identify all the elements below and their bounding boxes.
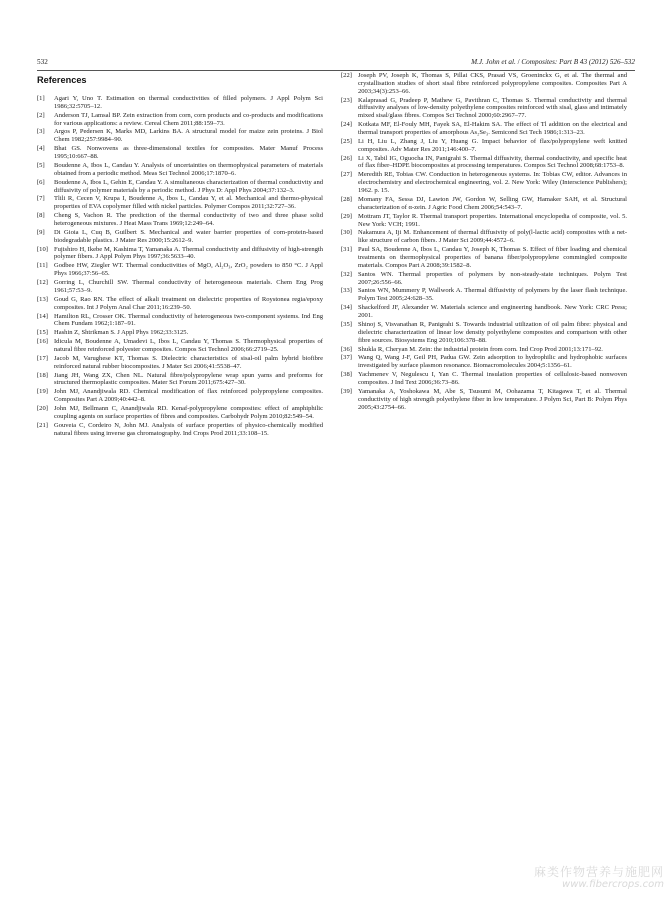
reference-item <box>37 112 323 128</box>
reference-item <box>37 162 323 178</box>
reference-number: [4] <box>37 145 45 153</box>
reference-item <box>341 72 627 96</box>
reference-number: [32] <box>341 270 352 278</box>
reference-text: Bhat GS. Nonwovens as three-dimensional textiles for composites. Mater Manuf Process 1995;10:667–88. <box>54 145 323 161</box>
reference-text: Jacob M, Varughese KT, Thomas S. Dielectric characteristics of sisal-oil palm hybrid biofibre reinforced natural rubber biocomposites. J Mater Sci 2006;41:5538–47. <box>54 354 323 370</box>
reference-text: Yachmenev V, Negulescu I, Yan C. Thermal insulation properties of cellulosic-based nonwoven composites. J Ind Text 2006;36:73–86. <box>358 371 627 386</box>
reference-item <box>37 279 323 295</box>
reference-item <box>37 262 323 278</box>
reference-text: Goud G, Rao RN. The effect of alkali treatment on dielectric properties of Roystonea regia/epoxy composites. Int J Polym Anal Char 2011;16:239–50. <box>54 295 323 311</box>
references-column-left <box>37 95 323 439</box>
reference-item <box>341 304 627 320</box>
reference-text: Santos WN. Thermal properties of polymers by non-steady-state techniques. Polym Test 2007;26:556–66. <box>358 270 627 286</box>
reference-text: Anderson TJ, Lamsal BP. Zein extraction from corn, corn products and co-products and modifications for various applications: a review. Cereal Chem 2011;88:159–73. <box>54 111 323 127</box>
section-heading: References <box>37 75 87 85</box>
reference-item <box>37 212 323 228</box>
reference-number: [38] <box>341 371 352 379</box>
reference-number: [21] <box>37 421 48 429</box>
reference-number: [25] <box>341 137 352 145</box>
reference-number: [12] <box>37 279 48 287</box>
reference-item <box>341 354 627 370</box>
reference-number: [19] <box>37 388 48 396</box>
reference-item <box>341 271 627 287</box>
journal-authors: M.J. John et al. <box>471 58 516 66</box>
reference-item <box>341 371 627 387</box>
reference-text: Fujishiro H, Ikebe M, Kashima T, Yamanaka A. Thermal conductivity and diffusivity of high-strength polymer fibers. J Appl Polym Phys 1997;36:5633–40. <box>54 245 323 261</box>
reference-number: [14] <box>37 312 48 320</box>
reference-item <box>341 246 627 270</box>
reference-item <box>37 388 323 404</box>
journal-citation <box>471 56 635 68</box>
reference-text: Agari Y, Uno T. Estimation on thermal conductivities of filled polymers. J Appl Polym Sci 1986;32:5705–12. <box>54 95 323 110</box>
reference-text: Mottram JT, Taylor R. Thermal transport properties. International encyclopedia of composite, vol. 5. New York: VCH; 1991. <box>358 212 627 228</box>
reference-item <box>341 155 627 171</box>
running-header <box>37 56 635 68</box>
reference-number: [17] <box>37 354 48 362</box>
reference-text: John MJ, Anandjiwala RD. Chemical modification of flax reinforced polypropylene composites. Composites Part A 2009;40:442–8. <box>54 388 323 404</box>
reference-text: Hashin Z, Shtrikman S. J Appl Phys 1962;33:3125. <box>54 329 189 337</box>
reference-item <box>37 229 323 245</box>
reference-item <box>341 138 627 154</box>
reference-number: [39] <box>341 387 352 395</box>
reference-item <box>341 229 627 245</box>
reference-text: Nakamura A, Iji M. Enhancement of thermal diffusivity of poly(l-lactic acid) composites with a net-like structure of carbon fibers. J Mater Sci 2009;44:4572–6. <box>358 229 627 245</box>
reference-item <box>37 329 323 337</box>
reference-number: [28] <box>341 195 352 203</box>
reference-number: [16] <box>37 338 48 346</box>
reference-text: Santos WN, Mummery P, Wallwork A. Thermal diffusivity of polymers by the laser flash technique. Polym Test 2005;24:628–35. <box>358 287 627 303</box>
reference-item <box>37 195 323 211</box>
reference-number: [37] <box>341 354 352 362</box>
reference-text: Li H, Liu L, Zhang J, Liu Y, Huang G. Impact behavior of flax/polypropylene weft knitted composites. Adv Mater Res 2011;146:400–7. <box>358 137 627 153</box>
reference-item <box>341 346 627 354</box>
reference-text: Boudenne A, Ibos L, Candau Y. Analysis of uncertainties on thermophysical parameters of materials obtained from a periodic method. Meas Sci Technol 2006;17:1870–6. <box>54 161 323 177</box>
reference-text: Shukla R, Cheryan M. Zein: the industrial protein from corn. Ind Crop Prod 2001;13:171–92. <box>358 345 603 353</box>
reference-item <box>37 338 323 354</box>
reference-number: [7] <box>37 195 45 203</box>
reference-text: Paul SA, Boudenne A, Ibos L, Candau Y, Joseph K, Thomas S. Effect of fiber loading and chemical treatments on thermophysical properties of banana fiber/polypropylene commingled composite materials. Compos Part A 2008;39:1582–8. <box>358 246 627 269</box>
reference-text: Tlili R, Cecen V, Krupa I, Boudenne A, Ibos L, Candau Y, et al. Mechanical and thermo-physical properties of EVA copolymer filled with nickel particles. Polymer Compos 2011;32:727–36. <box>54 195 323 211</box>
reference-text: Hamilton RL, Crosser OK. Thermal conductivity of heterogeneous two-component systems. Ind Eng Chem Fundam 1962;1:187–91. <box>54 312 323 328</box>
reference-number: [9] <box>37 228 45 236</box>
reference-number: [20] <box>37 405 48 413</box>
reference-number: [22] <box>341 72 352 79</box>
reference-text: Gouveia C, Cordeiro N, John MJ. Analysis of surface properties of physico-chemically modified natural fibres using inverse gas chromatography. Ind Crops Prod 2011;33:108–15. <box>54 421 323 437</box>
reference-text: Shinoj S, Visvanathan R, Panigrahi S. Towards industrial utilization of oil palm fibre: physical and dielectric characterization of linear low density polyethylene composites and comparison with other fibre sources. Biosystems Eng 2010;106:378–88. <box>358 320 627 344</box>
reference-number: [10] <box>37 245 48 253</box>
reference-number: [26] <box>341 154 352 162</box>
reference-text: Godbee HW, Ziegler WT. Thermal conductivities of MgO, Al₂O₃, ZrO₂ powders to 850 °C. J Appl Phys 1966;37:56–65. <box>54 262 323 278</box>
watermark <box>534 865 664 891</box>
reference-text: Idicula M, Boudenne A, Umadevi L, Ibos L, Candau Y, Thomas S. Thermophysical properties of natural fibre reinforced polyester composites. Compos Sci Technol 2006;66:2719–25. <box>54 338 323 354</box>
reference-item <box>37 246 323 262</box>
reference-number: [11] <box>37 262 48 270</box>
reference-number: [8] <box>37 212 45 220</box>
reference-number: [36] <box>341 345 352 353</box>
reference-number: [30] <box>341 229 352 237</box>
watermark-url: www.fibercrops.com <box>562 879 664 890</box>
reference-text: Li X, Tabil IG, Oguocha IN, Panigrahi S. Thermal diffusivity, thermal conductivity, and specific heat of flax fiber–HDPE biocomposites at processing temperatures. Compos Sci Technol 2008;68:1753–8. <box>358 154 627 170</box>
reference-number: [2] <box>37 111 45 119</box>
reference-number: [6] <box>37 178 45 186</box>
reference-text: Kalaprasad G, Pradeep P, Mathew G, Pavithran C, Thomas S. Thermal conductivity and thermal diffusivity analyses of low-density polyethylene composites reinforced with sisal, glass and intimately mixed sisal/glass fibres. Compos Sci Technol 2000;60:2967–77. <box>358 96 627 120</box>
reference-text: Yamanaka A, Yoshokawa M, Abe S, Tsusumi M, Oohazama T, Kitagawa T, et al. Thermal conductivity of high strength polyethylene fiber in low temperature. J Polym Sci, Part B: Polym Phys 2005;43:2754–66. <box>358 387 627 411</box>
reference-text: Boudenne A, Ibos L, Gehin E, Candau Y. A simultaneous characterization of thermal conductivity and diffusivity of polymer materials by a periodic method. J Phys D: Appl Phys 2004;37:132–3. <box>54 178 323 194</box>
reference-text: Gorring L, Churchill SW. Thermal conductivity of heterogeneous materials. Chem Eng Prog 1961;57:53–9. <box>54 279 323 294</box>
reference-item <box>37 405 323 421</box>
reference-item <box>341 196 627 212</box>
reference-item <box>341 121 627 137</box>
journal-name: Composites: Part B 43 (2012) 526–532 <box>521 58 635 66</box>
reference-number: [18] <box>37 371 48 379</box>
reference-text: Joseph PV, Joseph K, Thomas S, Pillai CKS, Prasad VS, Groeninckx G, et al. The thermal and crystallisation studies of short sisal fibre reinforced polypropylene composites. Composites Part A 2003;34(3):253–66. <box>358 72 627 95</box>
reference-number: [31] <box>341 246 352 254</box>
reference-number: [27] <box>341 171 352 179</box>
reference-number: [34] <box>341 304 352 312</box>
reference-item <box>37 355 323 371</box>
reference-number: [13] <box>37 295 48 303</box>
reference-text: Jiang JH, Wang ZX, Chen NL. Natural fibre/polypropylene wrap spun yarns and preforms for structured thermoplastic composites. Mater Sci Forum 2011;675:427–30. <box>54 371 323 387</box>
journal-separator: / <box>515 58 522 66</box>
reference-item <box>341 388 627 412</box>
reference-item <box>37 296 323 312</box>
reference-text: Momany FA, Sessa DJ, Lawton JW, Gordon W, Selling GW, Hamaker SAH, et al. Structural characterization of α-zein. J Agric Food Chem 2006;54:543–7. <box>358 195 627 211</box>
header-rule <box>37 70 635 71</box>
reference-item <box>341 213 627 229</box>
reference-number: [24] <box>341 121 352 129</box>
reference-number: [5] <box>37 161 45 169</box>
reference-text: John MJ, Bellmann C, Anandjiwala RD. Kenaf-polypropylene composites: effect of amphiphilic coupling agents on surface properties of fibres and composites. Carbohydr Polym 2010;82:549–54. <box>54 405 323 420</box>
reference-item <box>341 171 627 195</box>
page-number: 532 <box>37 58 48 66</box>
reference-item <box>341 321 627 345</box>
reference-item <box>37 95 323 111</box>
reference-item <box>37 179 323 195</box>
reference-number: [15] <box>37 329 48 337</box>
watermark-cn-text: 麻类作物营养与施肥网 <box>533 865 664 879</box>
reference-item <box>37 128 323 144</box>
reference-text: Kotkata MF, El-Fouly MH, Fayek SA, El-Hakim SA. The effect of Tl addition on the electrical and thermal transport properties of amorphous As₂Se₃. Semicond Sci Tech 1986;1:313–23. <box>358 121 627 136</box>
reference-number: [1] <box>37 95 45 102</box>
references-column-right <box>341 72 627 412</box>
reference-item <box>37 313 323 329</box>
reference-text: Shackelford JF, Alexander W. Materials science and engineering handbook. New York: CRC Press; 2001. <box>358 304 627 320</box>
reference-item <box>341 97 627 121</box>
reference-number: [23] <box>341 96 352 104</box>
reference-number: [35] <box>341 320 352 328</box>
reference-number: [29] <box>341 212 352 220</box>
reference-item <box>341 287 627 303</box>
reference-item <box>37 422 323 438</box>
reference-text: Cheng S, Vachon R. The prediction of the thermal conductivity of two and three phase solid heterogeneous mixtures. J Heat Mass Trans 1969;12:249–64. <box>54 212 323 227</box>
reference-text: Argos P, Pedersen K, Marks MD, Larkins BA. A structural model for maize zein proteins. J Biol Chem 1982;257:9984–90. <box>54 128 323 144</box>
reference-number: [3] <box>37 128 45 136</box>
reference-item <box>37 145 323 161</box>
reference-text: Di Gioia L, Cuq B, Guilbert S. Mechanical and water barrier properties of corn-protein-based biodegradable plastics. J Mater Res 2000;15:2612–9. <box>54 228 323 244</box>
reference-text: Meredith RE, Tobias CW. Conduction in heterogeneous systems. In: Tobias CW, editor. Advances in electrochemistry and electrochemical engineering, vol. 2. New York: Wiley (Interscience Publishers); 1962. p. 15. <box>358 171 627 195</box>
reference-text: Wang Q, Wang J-F, Geil PH, Padua GW. Zein adsorption to hydrophilic and hydrophobic surfaces investigated by surface plasmon resonance. Biomacromolecules 2004;5:1356–61. <box>358 354 627 370</box>
reference-number: [33] <box>341 287 352 295</box>
reference-item <box>37 372 323 388</box>
